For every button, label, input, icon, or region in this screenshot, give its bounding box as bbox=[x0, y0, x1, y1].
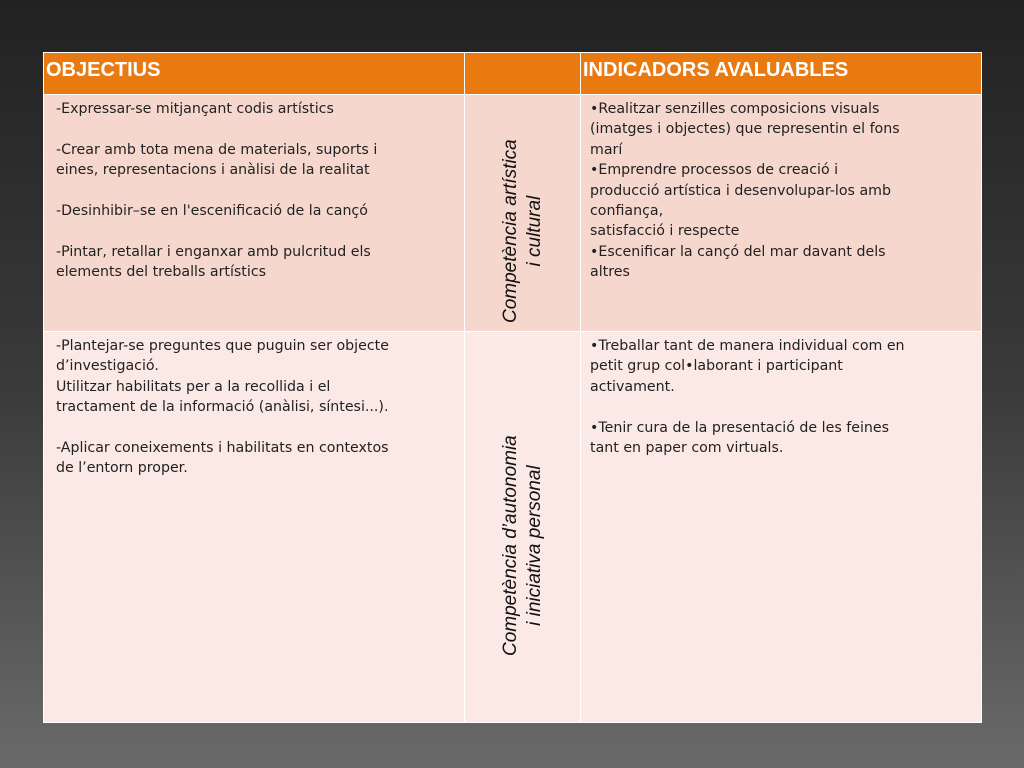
objectius-cell bbox=[44, 95, 465, 332]
objectiu-line: -Desinhibir–se en l'escenificació de la cançó bbox=[56, 203, 368, 219]
competencia-line: Competència artística bbox=[499, 139, 521, 323]
indicador-line: •Emprendre processos de creació i bbox=[590, 162, 839, 179]
indicador-line: activament. bbox=[590, 378, 675, 395]
paragraph-gap bbox=[56, 418, 456, 438]
objectius-list bbox=[44, 95, 464, 283]
competencia-cell bbox=[465, 332, 581, 723]
indicadors-list bbox=[581, 95, 981, 283]
indicador-line: •Realitzar senzilles composicions visuals bbox=[590, 101, 880, 117]
competencia-line: Competència d’autonomia bbox=[499, 435, 521, 656]
table-header-row bbox=[44, 53, 982, 95]
objectiu-line: eines, representacions i anàlisi de la realitat bbox=[56, 162, 370, 179]
indicador-line: •Escenificar la cançó del mar davant dels bbox=[590, 243, 886, 260]
objectiu-line: -Expressar-se mitjançant codis artístics bbox=[56, 101, 334, 117]
indicador-line: confiança, bbox=[590, 203, 664, 220]
indicador-line: marí bbox=[590, 141, 623, 158]
indicadors-cell bbox=[581, 95, 982, 332]
objectiu-line: -Crear amb tota mena de materials, suports i bbox=[56, 141, 378, 158]
objectiu-line: d’investigació. bbox=[56, 358, 159, 375]
objectiu-line: de l’entorn proper. bbox=[56, 460, 188, 477]
indicador-line: •Treballar tant de manera individual com en bbox=[590, 338, 905, 354]
indicador-line: satisfacció i respecte bbox=[590, 223, 740, 240]
table-row bbox=[44, 332, 982, 723]
objectiu-line: elements del treballs artístics bbox=[56, 264, 267, 281]
paragraph-gap bbox=[590, 397, 975, 417]
competencia-line: i cultural bbox=[523, 195, 545, 267]
indicador-line: •Tenir cura de la presentació de les feines bbox=[590, 419, 889, 436]
indicadors-cell bbox=[581, 332, 982, 723]
competencies-table bbox=[43, 52, 982, 723]
competencia-line: i iniciativa personal bbox=[523, 465, 545, 626]
paragraph-gap bbox=[56, 221, 456, 241]
objectiu-line: Utilitzar habilitats per a la recollida i el bbox=[56, 378, 331, 395]
header-objectius: OBJECTIUS bbox=[44, 53, 465, 95]
indicador-line: producció artística i desenvolupar-los amb bbox=[590, 182, 891, 199]
competencia-label bbox=[499, 139, 547, 323]
objectius-cell bbox=[44, 332, 465, 723]
paragraph-gap bbox=[56, 181, 456, 201]
objectiu-line: -Plantejar-se preguntes que puguin ser objecte bbox=[56, 338, 389, 354]
objectius-list bbox=[44, 332, 464, 479]
objectiu-line: tractament de la informació (anàlisi, síntesi...). bbox=[56, 399, 389, 416]
objectiu-line: -Pintar, retallar i enganxar amb pulcritud els bbox=[56, 243, 371, 260]
header-indicadors: INDICADORS AVALUABLES bbox=[581, 53, 982, 95]
indicador-line: tant en paper com virtuals. bbox=[590, 440, 784, 457]
objectiu-line: -Aplicar coneixements i habilitats en contextos bbox=[56, 440, 389, 457]
indicador-line: petit grup col•laborant i participant bbox=[590, 358, 843, 375]
indicador-line: altres bbox=[590, 264, 630, 281]
table-row bbox=[44, 95, 982, 332]
indicadors-list bbox=[581, 332, 981, 458]
competencia-cell bbox=[465, 95, 581, 332]
paragraph-gap bbox=[56, 119, 456, 139]
header-competencia bbox=[465, 53, 581, 95]
competencia-label bbox=[499, 435, 547, 656]
indicador-line: (imatges i objectes) que representin el fons bbox=[590, 121, 900, 138]
